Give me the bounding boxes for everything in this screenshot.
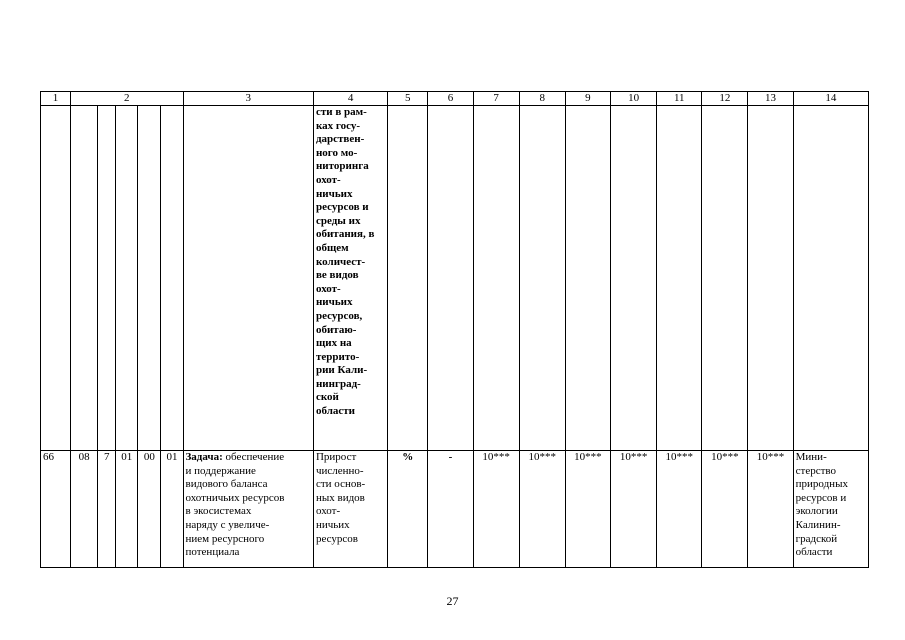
table-cell xyxy=(116,106,138,451)
code-cell: 00 xyxy=(138,451,161,568)
header-cell: 7 xyxy=(473,92,519,106)
table-cell xyxy=(748,106,793,451)
value-cell: 10*** xyxy=(702,451,748,568)
table-cell xyxy=(565,106,610,451)
header-cell: 13 xyxy=(748,92,793,106)
header-cell: 8 xyxy=(519,92,565,106)
header-cell: 12 xyxy=(702,92,748,106)
table-cell xyxy=(793,106,868,451)
table-cell xyxy=(71,106,98,451)
header-cell: 2 xyxy=(71,92,183,106)
table-cell xyxy=(702,106,748,451)
page-number: 27 xyxy=(446,594,459,608)
value-cell: 10*** xyxy=(657,451,702,568)
value-cell: 10*** xyxy=(748,451,793,568)
header-cell: 14 xyxy=(793,92,868,106)
table-cell xyxy=(657,106,702,451)
header-cell: 11 xyxy=(657,92,702,106)
header-cell: 6 xyxy=(428,92,473,106)
table-cell xyxy=(428,106,473,451)
responsible-cell: Мини- стерство природных ресурсов и экологии Калинин- градской области xyxy=(793,451,868,568)
table-cell xyxy=(473,106,519,451)
table-cell xyxy=(611,106,657,451)
value-cell: 10*** xyxy=(473,451,519,568)
table-cell xyxy=(98,106,116,451)
table-cell xyxy=(138,106,161,451)
value-cell: - xyxy=(428,451,473,568)
task-text: обеспечение и поддержание видового баланса охотничьих ресурсов в экосистемах наряду с увеличе- нием ресурсного потенциала xyxy=(185,451,285,559)
header-row xyxy=(41,92,869,106)
value-cell: 10*** xyxy=(519,451,565,568)
code-cell: 01 xyxy=(116,451,138,568)
data-table xyxy=(40,91,869,568)
table-cell xyxy=(519,106,565,451)
unit-cell: % xyxy=(388,451,428,568)
code-cell: 08 xyxy=(71,451,98,568)
header-cell: 5 xyxy=(388,92,428,106)
header-cell: 1 xyxy=(41,92,71,106)
table-cell xyxy=(41,106,71,451)
header-cell: 10 xyxy=(611,92,657,106)
header-cell: 4 xyxy=(313,92,387,106)
indicator-cell: сти в рам- ках госу- дарствен- ного мо- ниторинга охот- ничьих ресурсов и среды их обитания, в общем количест- ве видов охот- ничьих ресурсов, обитаю- щих на террито- рии Кали- нинград- ской области xyxy=(313,106,387,451)
table-cell xyxy=(183,106,313,451)
table-row xyxy=(41,106,869,451)
header-cell: 9 xyxy=(565,92,610,106)
indicator-cell: Прирост численно- сти основ- ных видов охот- ничьих ресурсов xyxy=(313,451,387,568)
task-label: Задача: xyxy=(185,451,223,463)
table-row xyxy=(41,451,869,568)
task-cell xyxy=(183,451,313,568)
table-cell xyxy=(161,106,183,451)
row-number: 66 xyxy=(41,451,71,568)
header-cell: 3 xyxy=(183,92,313,106)
code-cell: 01 xyxy=(161,451,183,568)
code-cell: 7 xyxy=(98,451,116,568)
value-cell: 10*** xyxy=(565,451,610,568)
table-cell xyxy=(388,106,428,451)
value-cell: 10*** xyxy=(611,451,657,568)
